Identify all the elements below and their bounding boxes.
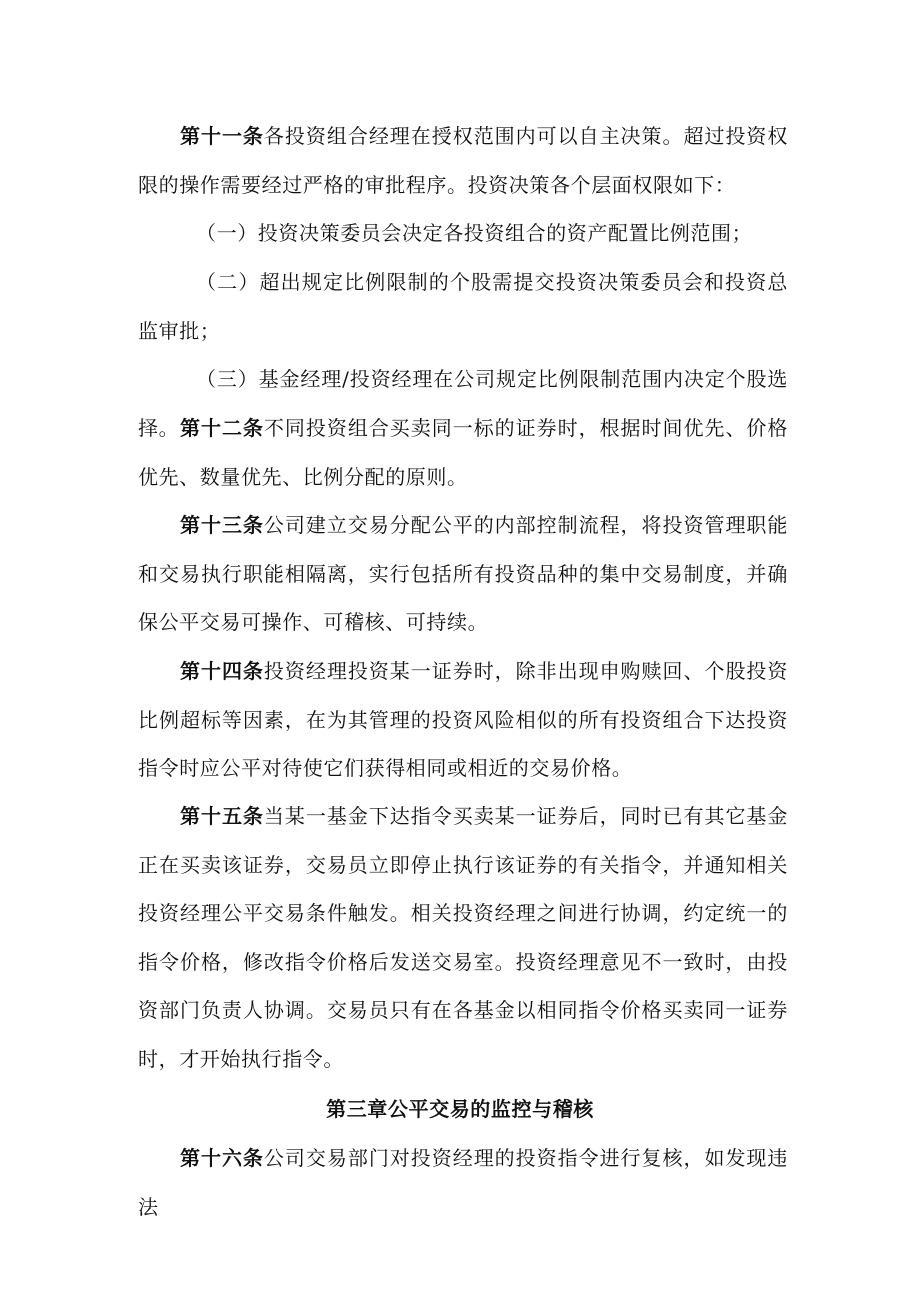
article-text: 投资经理投资某一证券时，除非出现申购赎回、个股投资比例超标等因素，在为其管理的投资风险相似的所有投资组合下达投资指令时应公平对待使它们获得相同或相近的交易价格。 bbox=[138, 659, 789, 780]
list-item-1: （一）投资决策委员会决定各投资组合的资产配置比例范围； bbox=[196, 221, 753, 245]
list-item-2: （二）超出规定比例限制的个股需提交投资决策委员会和投资总监审批； bbox=[138, 270, 788, 343]
article-title: 第十一条 bbox=[180, 124, 264, 148]
chapter-heading: 第三章公平交易的监控与稽核 bbox=[326, 1097, 594, 1121]
article-title: 第十二条 bbox=[180, 416, 264, 440]
article-14 bbox=[138, 647, 788, 793]
article-12 bbox=[138, 404, 788, 501]
article-title: 第十六条 bbox=[180, 1146, 264, 1170]
article-title: 第十四条 bbox=[180, 659, 264, 683]
article-13 bbox=[138, 501, 788, 647]
article-text: 公司交易部门对投资经理的投资指令进行复核，如发现违法 bbox=[138, 1146, 789, 1219]
article-11 bbox=[138, 112, 788, 209]
article-16 bbox=[138, 1134, 788, 1231]
article-15 bbox=[138, 792, 788, 1083]
list-item-3: （三）基金经理/投资经理在公司规定比例限制范围内决定个股选择。 bbox=[138, 367, 788, 440]
article-text: 公司建立交易分配公平的内部控制流程，将投资管理职能和交易执行职能相隔离，实行包括所有投资品种的集中交易制度，并确保公平交易可操作、可稽核、可持续。 bbox=[138, 513, 789, 634]
article-text: 不同投资组合买卖同一标的证券时，根据时间优先、价格优先、数量优先、比例分配的原则。 bbox=[138, 416, 789, 489]
article-text: 当某一基金下达指令买卖某一证券后，同时已有其它基金正在买卖该证券，交易员立即停止执行该证券的有关指令，并通知相关投资经理公平交易条件触发。相关投资经理之间进行协调，约定统一的指令价格，修改指令价格后发送交易室。投资经理意见不一致时，由投资部门负责人协调。交易员只有在各基金以相同指令价格买卖同一证券时，才开始执行指令。 bbox=[138, 804, 789, 1071]
article-text: 各投资组合经理在授权范围内可以自主决策。超过投资权限的操作需要经过严格的审批程序。投资决策各个层面权限如下： bbox=[138, 124, 789, 197]
article-title: 第十三条 bbox=[180, 513, 264, 537]
article-title: 第十五条 bbox=[180, 804, 264, 828]
